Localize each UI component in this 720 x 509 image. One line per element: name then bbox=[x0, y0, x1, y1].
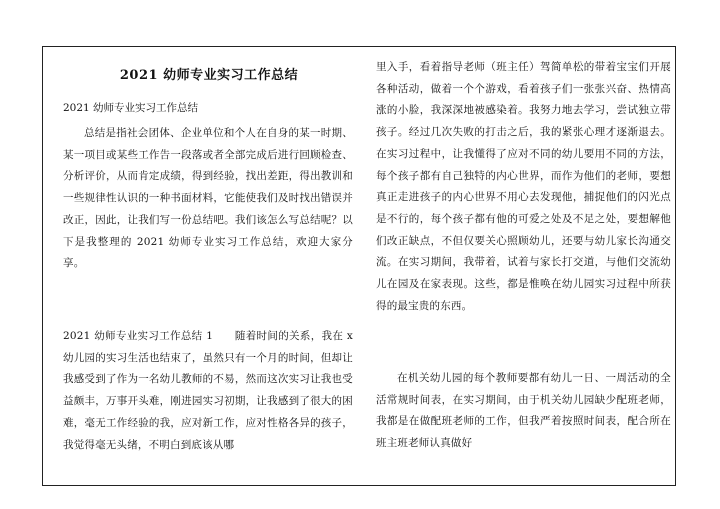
document-subtitle: 2021 幼师专业实习工作总结 bbox=[63, 102, 199, 114]
document-title: 2021 幼师专业实习工作总结 bbox=[119, 68, 299, 83]
left-paragraph-1: 总结是指社会团体、企业单位和个人在自身的某一时期、某一项目或某些工作告一段落或者全部完成后进行回顾检查、分析评价，从而肯定成绩，得到经验，找出差距，得出教训和一些规律性认识的一种书面材料，它能使我们及时找出错误并改正，因此，让我们写一份总结吧。我们该怎么写总结呢？以下是我整理的 2021 幼师专业实习工作总结，欢迎大家分享。 bbox=[63, 127, 353, 270]
left-paragraph-2: 2021 幼师专业实习工作总结 1 随着时间的关系，我在 x 幼儿园的实习生活也结束了，虽然只有一个月的时间，但却让我感受到了作为一名幼儿教师的不易，然而这次实习让我也受益颇丰，万事开头难，刚进园实习初期，让我感到了很大的困难，毫无工作经验的我，应对新工作，应对性格各异的孩子，我觉得毫无头绪，不明白到底该从哪 bbox=[63, 330, 353, 451]
right-paragraph-2: 在机关幼儿园的每个教师要都有幼儿一日、一周活动的全活常规时间表，在实习期间，由于机关幼儿园缺少配班老师，我都是在做配班老师的工作，但我严着按照时间表，配合所在班主班老师认真做好 bbox=[376, 372, 671, 450]
right-paragraph-1: 里入手，看着指导老师（班主任）驾简单松的带着宝宝们开展各种活动，做着一个个游戏，看着孩子们一张张兴奋、热情高涨的小脸，我深深地被感染着。我努力地去学习，尝试独立带孩子。经过几次失败的打击之后，我的紧张心理才逐渐退去。在实习过程中，让我懂得了应对不同的幼儿要用不同的方法，每个孩子都有自己独特的内心世界，而作为他们的老师，要想真正走进孩子的内心世界不用心去发现他，捕捉他们的闪光点是不行的，每个孩子都有他的可爱之处及不足之处，要想解他们改正缺点，不但仅要关心照顾幼儿，还要与幼儿家长沟通交流。在实习期间，我带着，试着与家长打交道，与他们交流幼儿在园及在家表现。这些，都是惟唤在幼儿园实习过程中所获得的最宝贵的东西。 bbox=[376, 61, 671, 312]
